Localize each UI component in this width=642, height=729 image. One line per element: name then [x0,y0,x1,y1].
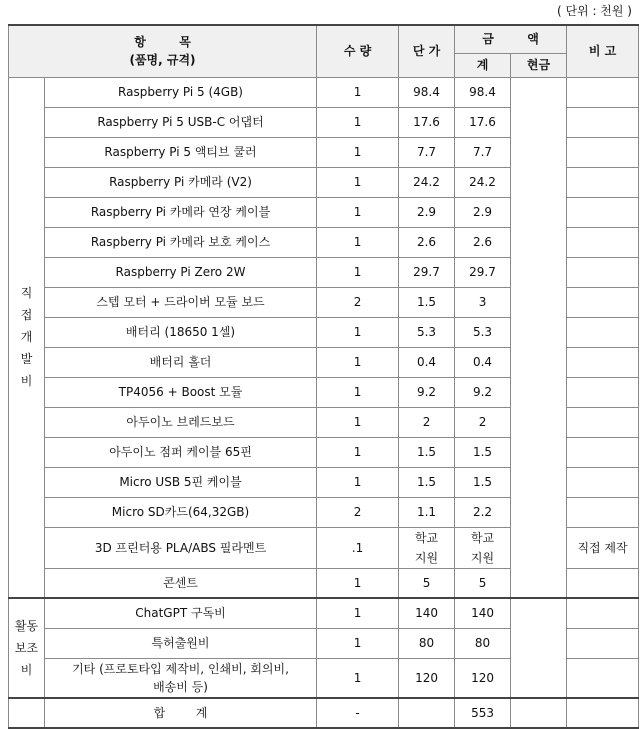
header-amount: 금 액 [455,25,567,53]
price-cell: 2.6 [399,227,455,257]
qty-cell: 1 [317,658,399,698]
sum-qty: - [317,698,399,728]
item-cell: 아두이노 브레드보드 [45,407,317,437]
total-cell: 7.7 [455,137,511,167]
qty-cell: 2 [317,497,399,527]
item-cell: 3D 프린터용 PLA/ABS 필라멘트 [45,527,317,568]
price-cell: 29.7 [399,257,455,287]
total-cell: 1.5 [455,467,511,497]
category-direct-dev [9,77,45,598]
total-cell: 80 [455,628,511,658]
qty-cell: 1 [317,437,399,467]
qty-cell: 1 [317,628,399,658]
qty-cell: 1 [317,167,399,197]
sum-note [567,698,639,728]
note-cell [567,317,639,347]
price-cell: 2.9 [399,197,455,227]
total-cell: 5.3 [455,317,511,347]
qty-cell: 1 [317,77,399,107]
sum-row [9,698,639,728]
category-direct-dev-char: 접 [20,308,33,323]
total-cell: 17.6 [455,107,511,137]
qty-cell: 1 [317,107,399,137]
total-cell: 29.7 [455,257,511,287]
item-cell: Micro USB 5핀 케이블 [45,467,317,497]
category-direct-dev-char: 개 [20,330,33,345]
cash-cell [511,598,567,698]
price-cell: 24.2 [399,167,455,197]
header-unit-price: 단 가 [399,25,455,77]
total-cell: 2 [455,407,511,437]
item-cell: Micro SD카드(64,32GB) [45,497,317,527]
price-cell: 0.4 [399,347,455,377]
header-total: 계 [455,53,511,77]
qty-cell: 1 [317,407,399,437]
header-item-line1: 항 목 [134,35,191,50]
total-cell: 2.2 [455,497,511,527]
note-cell [567,658,639,698]
qty-cell: 1 [317,377,399,407]
total-cell: 1.5 [455,437,511,467]
total-cell: 140 [455,598,511,628]
category-direct-dev-char: 발 [20,352,33,367]
price-cell: 1.5 [399,287,455,317]
qty-cell: 2 [317,287,399,317]
header-item-line2: (품명, 규격) [129,53,196,68]
item-cell: 콘센트 [45,568,317,598]
qty-cell: 1 [317,347,399,377]
table-row [9,598,639,628]
category-direct-dev-char: 비 [20,374,33,389]
item-cell: 아두이노 점퍼 케이블 65핀 [45,437,317,467]
qty-cell: 1 [317,467,399,497]
header-cash: 현금 [511,53,567,77]
note-cell [567,347,639,377]
qty-cell: 1 [317,317,399,347]
total-cell: 2.6 [455,227,511,257]
note-cell [567,407,639,437]
item-cell: Raspberry Pi Zero 2W [45,257,317,287]
sum-blank [9,698,45,728]
item-cell: Raspberry Pi 5 액티브 쿨러 [45,137,317,167]
total-cell: 0.4 [455,347,511,377]
note-cell [567,628,639,658]
price-cell: 80 [399,628,455,658]
price-cell: 120 [399,658,455,698]
item-cell: 특허출원비 [45,628,317,658]
price-cell: 140 [399,598,455,628]
price-cell: 1.5 [399,467,455,497]
category-activity-support [9,598,45,698]
note-cell [567,107,639,137]
note-cell [567,257,639,287]
total-cell: 24.2 [455,167,511,197]
item-cell: TP4056 + Boost 모듈 [45,377,317,407]
sum-label: 합 계 [45,698,317,728]
note-cell [567,598,639,628]
total-cell: 120 [455,658,511,698]
note-cell [567,197,639,227]
item-cell: Raspberry Pi 카메라 (V2) [45,167,317,197]
item-cell: 스텝 모터 + 드라이버 모듈 보드 [45,287,317,317]
item-cell: 기타 (프로토타입 제작비, 인쇄비, 회의비, 배송비 등) [45,658,317,698]
total-cell: 5 [455,568,511,598]
qty-cell: 1 [317,568,399,598]
header-note: 비 고 [567,25,639,77]
qty-cell: 1 [317,137,399,167]
item-cell: 배터리 (18650 1셀) [45,317,317,347]
header-item [9,25,317,77]
note-cell: 직접 제작 [567,527,639,568]
note-cell [567,437,639,467]
item-cell: Raspberry Pi 카메라 보호 케이스 [45,227,317,257]
price-cell: 17.6 [399,107,455,137]
price-cell: 1.1 [399,497,455,527]
item-cell: Raspberry Pi 카메라 연장 케이블 [45,197,317,227]
category-activity-support-char: 비 [20,663,33,677]
qty-cell: 1 [317,598,399,628]
total-cell: 2.9 [455,197,511,227]
unit-note: ( 단위 : 천원 ) [556,4,632,18]
note-cell [567,497,639,527]
price-cell: 5.3 [399,317,455,347]
qty-cell: 1 [317,227,399,257]
sum-cash [511,698,567,728]
note-cell [567,137,639,167]
item-cell: ChatGPT 구독비 [45,598,317,628]
budget-table [8,24,639,729]
price-cell: 9.2 [399,377,455,407]
category-activity-support-char: 활동 [14,619,39,633]
total-cell: 3 [455,287,511,317]
note-cell [567,77,639,107]
total-cell: 9.2 [455,377,511,407]
sum-price [399,698,455,728]
qty-cell: 1 [317,257,399,287]
item-cell: 배터리 홀더 [45,347,317,377]
price-cell: 1.5 [399,437,455,467]
cash-cell [511,77,567,598]
total-cell: 98.4 [455,77,511,107]
category-direct-dev-char: 직 [20,286,33,301]
price-cell: 5 [399,568,455,598]
item-cell: Raspberry Pi 5 (4GB) [45,77,317,107]
note-cell [567,377,639,407]
price-cell: 98.4 [399,77,455,107]
item-cell: Raspberry Pi 5 USB-C 어댑터 [45,107,317,137]
note-cell [567,568,639,598]
note-cell [567,227,639,257]
qty-cell: 1 [317,197,399,227]
price-cell: 7.7 [399,137,455,167]
price-cell: 학교 지원 [399,527,455,568]
qty-cell: .1 [317,527,399,568]
sum-total: 553 [455,698,511,728]
table-row [9,77,639,107]
price-cell: 2 [399,407,455,437]
note-cell [567,467,639,497]
note-cell [567,167,639,197]
note-cell [567,287,639,317]
total-cell: 학교 지원 [455,527,511,568]
category-activity-support-char: 보조 [14,641,39,655]
header-qty: 수 량 [317,25,399,77]
